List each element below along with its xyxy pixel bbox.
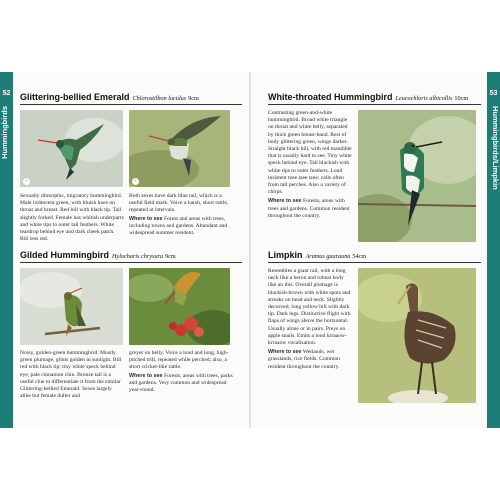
right-tab-label: Hummingbirds/Limpkin bbox=[491, 106, 500, 190]
heading-rule bbox=[20, 104, 242, 105]
right-thumb-tab bbox=[487, 72, 500, 428]
species-name: Limpkin bbox=[268, 250, 303, 260]
left-page-number: 52 bbox=[2, 90, 11, 97]
description-text: Contrasting green-and-white hummingbird. Broad white triangle on throat and white belly, separated by thick green breast-band. Rest of body glittering green, wings darker. Straight black bill, with red mandible that is usually hard to see. Tiny white speck behind eye. Tail blackish with white tips to outer feathers. Loud insistent tzee tzee tzee; calls often from tall perches. Also a variety of chirps. bbox=[268, 110, 352, 196]
photo-limpkin bbox=[358, 268, 476, 403]
description-text: Noisy, golden-green hummingbird. Mostly green plumage, glints golden in sunlight. Bill red with black tip; tiny white speck behind eye, pale cinnamon chin. Bronze tail is a useful clue to differentiate it from the similar Glittering-bellied Emerald. Sexes largely alike but female duller and bbox=[20, 350, 122, 400]
photo-glittering-bellied-female bbox=[129, 110, 230, 187]
right-page-number: 53 bbox=[489, 90, 498, 97]
species-size: 9cm bbox=[165, 253, 176, 260]
species-size: 54cm bbox=[352, 253, 367, 260]
male-symbol-icon: ♂ bbox=[24, 178, 29, 184]
species-heading bbox=[20, 250, 176, 260]
heading-rule bbox=[20, 262, 242, 263]
species-description bbox=[268, 110, 352, 220]
female-symbol-icon: ♀ bbox=[133, 178, 138, 184]
species-size: 9cm bbox=[188, 95, 199, 102]
species-description-cont bbox=[129, 350, 233, 394]
photo-gilded-hummingbird-flowers bbox=[129, 268, 230, 345]
where-to-see-text: Forest and areas with trees, including towns and gardens. Abundant and widespread summer resident. bbox=[129, 215, 228, 237]
left-tab-label: Hummingbirds bbox=[0, 106, 9, 159]
where-to-see-label: Where to see bbox=[268, 198, 302, 205]
species-description bbox=[268, 268, 352, 371]
photo-white-throated-hummingbird bbox=[358, 110, 476, 242]
scientific-name: Hylocharis chrysura bbox=[112, 253, 164, 260]
species-name: Gilded Hummingbird bbox=[20, 250, 109, 260]
photo-gilded-hummingbird-perched bbox=[20, 268, 123, 345]
heading-rule bbox=[268, 104, 481, 105]
species-name: White-throated Hummingbird bbox=[268, 92, 393, 102]
where-to-see-label: Where to see bbox=[268, 349, 302, 356]
heading-rule bbox=[268, 262, 481, 263]
species-description bbox=[20, 193, 124, 243]
where-to-see-text: Wetlands, wet grasslands, rice fields. Common resident throughout the country. bbox=[268, 349, 340, 370]
book-gutter bbox=[249, 72, 251, 428]
species-heading bbox=[268, 250, 366, 260]
description-text: Resembles a giant rail, with a long neck like a heron and robust body like an ibis. Overall plumage is blackish-brown with white spots and streaks on head and neck. Slightly decurved, long yellow bill with dark tip. Dark legs. Distinctive flight with flaps of wings above the horizontal. Usually alone or in pairs. Preys on apple snails. Emits a loud krraaow-krraaow vocalisation. bbox=[268, 268, 351, 347]
where-to-see-text: Forests, areas with trees, parks and gardens. Very common and widespread year-round. bbox=[129, 372, 233, 394]
scientific-name: Aramus guarauna bbox=[305, 253, 351, 260]
scientific-name: Leucochloris albicollis bbox=[395, 95, 453, 102]
left-thumb-tab bbox=[0, 72, 13, 428]
species-description bbox=[20, 350, 124, 400]
where-to-see-label: Where to see bbox=[129, 215, 163, 222]
species-size: 10cm bbox=[454, 95, 469, 102]
scientific-name: Chlorostilbon lucidus bbox=[132, 95, 187, 102]
description-text-cont: Both sexes have dark blue tail, which is a useful field mark. Voice a harsh, short rattle, repeated at intervals. bbox=[129, 193, 229, 214]
where-to-see-label: Where to see bbox=[129, 372, 163, 379]
species-heading bbox=[268, 92, 468, 102]
species-heading bbox=[20, 92, 199, 102]
where-to-see-text: Forests, areas with trees and gardens. Common resident throughout the country. bbox=[268, 198, 350, 219]
description-text-cont: greyer on belly. Voice a loud and long, high-pitched trill, repeated while perched; also, a short cricket-like rattle. bbox=[129, 350, 229, 371]
species-description-cont bbox=[129, 193, 233, 237]
photo-glittering-bellied-male bbox=[20, 110, 123, 187]
species-name: Glittering-bellied Emerald bbox=[20, 92, 130, 102]
description-text: Sexually dimorphic, migratory hummingbird. Male iridescent green, with bluish hues on throat and breast. Red bill with black tip. Tail slightly forked. Female has whitish underparts and white tips to outer tail feathers. White teardrop behind eye and dark cheek patch. Bill less red. bbox=[20, 193, 124, 243]
